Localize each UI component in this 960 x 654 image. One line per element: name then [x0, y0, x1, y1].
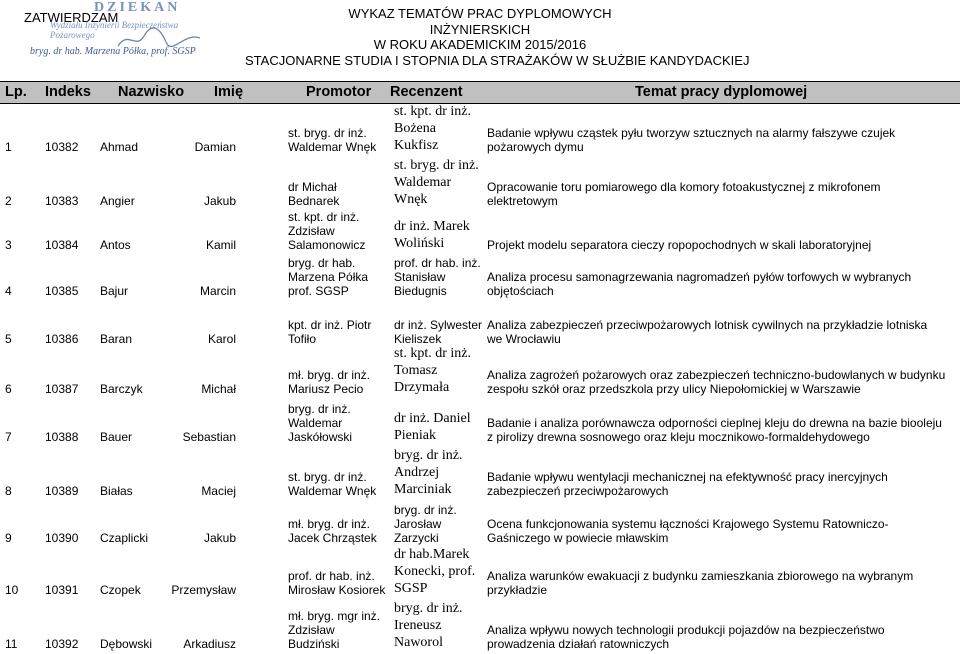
temat: zespołu szkół oraz przedszkola przy ulicy Niepołomickiej w Warszawie: [487, 382, 861, 396]
approval-stamp: [24, 2, 204, 72]
recenzent: Konecki, prof.: [394, 564, 476, 579]
col-recenzent: Recenzent: [390, 84, 463, 100]
recenzent: st. kpt. dr inż.: [394, 104, 471, 119]
lp: 5: [5, 332, 12, 346]
promotor: st. kpt. dr inż.: [288, 210, 360, 224]
indeks: 10392: [45, 637, 79, 651]
col-temat: Temat pracy dyplomowej: [635, 84, 808, 100]
indeks: 10388: [45, 430, 79, 444]
promotor: mł. bryg. mgr inż.: [288, 609, 381, 623]
recenzent: dr inż. Daniel: [394, 411, 471, 426]
imie: Kamil: [205, 238, 236, 252]
promotor: st. bryg. dr inż.: [288, 126, 367, 140]
recenzent: Bożena: [394, 121, 436, 136]
temat: Badanie wpływu wentylacji mechanicznej na efektywność pracy inercyjnych: [487, 470, 888, 484]
nazwisko: Czaplicki: [100, 531, 149, 545]
indeks: 10389: [45, 484, 79, 498]
table-header: [0, 81, 960, 104]
temat: Ocena funkcjonowania systemu łączności Krajowego Systemu Ratowniczo-: [487, 517, 889, 531]
col-promotor: Promotor: [306, 84, 372, 100]
recenzent: Tomasz: [394, 363, 438, 378]
recenzent: Naworol: [394, 635, 443, 650]
document-header: [0, 0, 960, 80]
nazwisko: Barczyk: [100, 382, 143, 396]
indeks: 10387: [45, 382, 79, 396]
recenzent: Pieniak: [394, 428, 436, 443]
promotor: Zdzisław: [288, 224, 335, 238]
recenzent: Waldemar: [394, 175, 452, 190]
promotor: mł. bryg. dr inż.: [288, 368, 371, 382]
temat: przykładzie: [487, 583, 548, 597]
lp: 2: [5, 194, 12, 208]
lp: 4: [5, 284, 12, 298]
col-indeks: Indeks: [45, 84, 91, 100]
indeks: 10390: [45, 531, 79, 545]
imie: Arkadiusz: [183, 637, 236, 651]
imie: Michał: [201, 382, 236, 396]
promotor: kpt. dr inż. Piotr: [288, 318, 372, 332]
nazwisko: Czopek: [100, 583, 141, 597]
temat: prowadzenia działań ratowniczych: [487, 637, 670, 651]
recenzent: Zarzycki: [394, 531, 439, 545]
recenzent: Marciniak: [394, 482, 452, 497]
stamp-dept: DZIEKAN: [94, 0, 181, 15]
temat: Badanie wpływu cząstek pyłu tworzyw sztucznych na alarmy fałszywe czujek: [487, 126, 896, 140]
recenzent: st. bryg. dr inż.: [394, 158, 479, 173]
lp: 10: [5, 583, 19, 597]
col-nazwisko: Nazwisko: [118, 84, 185, 100]
imie: Jakub: [203, 531, 236, 545]
temat: pożarowych dymu: [487, 140, 584, 154]
recenzent: SGSP: [394, 581, 428, 596]
indeks: 10385: [45, 284, 79, 298]
temat: objętościach: [487, 284, 554, 298]
recenzent: dr inż. Sylwester: [394, 318, 483, 332]
indeks: 10391: [45, 583, 79, 597]
lp: 9: [5, 531, 12, 545]
col-imie: Imię: [214, 84, 244, 100]
temat: Analiza wpływu nowych technologii produkcji pojazdów na bezpieczeństwo: [487, 623, 885, 637]
imie: Jakub: [203, 194, 236, 208]
recenzent: Andrzej: [394, 465, 440, 480]
recenzent: Drzymała: [394, 380, 450, 395]
nazwisko: Dębowski: [100, 637, 153, 651]
lp: 7: [5, 430, 12, 444]
title-line-1: WYKAZ TEMATÓW PRAC DYPLOMOWYCH: [348, 6, 612, 21]
promotor: Zdzisław: [288, 623, 335, 637]
indeks: 10386: [45, 332, 79, 346]
nazwisko: Białas: [100, 484, 133, 498]
recenzent: Stanisław: [394, 270, 446, 284]
recenzent: st. kpt. dr inż.: [394, 346, 471, 361]
recenzent: prof. dr hab. inż.: [394, 256, 481, 270]
lp: 6: [5, 382, 12, 396]
recenzent: Ireneusz: [394, 618, 442, 633]
imie: Przemysław: [171, 583, 236, 597]
lp: 3: [5, 238, 12, 252]
imie: Marcin: [199, 284, 236, 298]
promotor: Tofiło: [288, 332, 317, 346]
promotor: Budziński: [288, 637, 340, 651]
recenzent: Kukfisz: [394, 138, 439, 153]
temat: elektretowym: [487, 194, 558, 208]
nazwisko: Baran: [100, 332, 133, 346]
promotor: Waldemar Wnęk: [288, 140, 377, 154]
temat: Analiza zagrożeń pożarowych oraz zabezpieczeń techniczno-budowlanych w budynku: [487, 368, 946, 382]
promotor: Bednarek: [288, 194, 340, 208]
lp: 8: [5, 484, 12, 498]
promotor: prof. dr hab. inż.: [288, 569, 375, 583]
title-line-2: INŻYNIERSKICH: [429, 21, 531, 37]
temat: z pirolizy drewna sosnowego oraz kleju mocznikowo-formaldehydowego: [487, 430, 870, 444]
promotor: Salamonowicz: [288, 238, 366, 252]
col-lp: Lp.: [5, 84, 27, 100]
promotor: Marzena Półka: [288, 270, 369, 284]
promotor: st. bryg. dr inż.: [288, 470, 367, 484]
imie: Karol: [207, 332, 236, 346]
recenzent: Jarosław: [394, 517, 442, 531]
nazwisko: Ahmad: [100, 140, 139, 154]
recenzent: dr inż. Marek: [394, 219, 470, 234]
promotor: mł. bryg. dr inż.: [288, 517, 371, 531]
title-line-3: W ROKU AKADEMICKIM 2015/2016: [373, 37, 587, 52]
indeks: 10384: [45, 238, 79, 252]
recenzent: bryg. dr inż.: [394, 448, 463, 463]
document-title: [245, 6, 750, 68]
imie: Maciej: [201, 484, 236, 498]
nazwisko: Angier: [100, 194, 135, 208]
nazwisko: Bauer: [100, 430, 133, 444]
imie: Sebastian: [182, 430, 236, 444]
promotor: bryg. dr hab.: [288, 256, 356, 270]
nazwisko: Antos: [100, 238, 131, 252]
recenzent: Biedugnis: [394, 284, 447, 298]
promotor: bryg. dr inż.: [288, 402, 351, 416]
temat: we Wrocławiu: [487, 332, 561, 346]
temat: Opracowanie toru pomiarowego dla komory fotoakustycznej z mikrofonem: [487, 180, 881, 194]
promotor: Waldemar: [288, 416, 343, 430]
recenzent: bryg. dr inż.: [394, 601, 463, 616]
promotor: Mirosław Kosiorek: [288, 583, 386, 597]
title-line-4: STACJONARNE STUDIA I STOPNIA DLA STRAŻAKÓW W SŁUŻBIE KANDYDACKIEJ: [245, 52, 750, 68]
approved-label: ZATWIERDZAM: [24, 10, 119, 25]
promotor: Mariusz Pecio: [288, 382, 364, 396]
promotor: Jaskółowski: [288, 430, 353, 444]
promotor: Jacek Chrząstek: [288, 531, 377, 545]
stamp-faculty: Wydziału Inżynierii Bezpieczeństwa Pożarowego: [50, 20, 179, 40]
recenzent: Wnęk: [394, 192, 428, 207]
recenzent: dr hab.Marek: [394, 547, 470, 562]
recenzent: Kieliszek: [394, 332, 442, 346]
recenzent: bryg. dr inż.: [394, 503, 457, 517]
promotor: prof. SGSP: [288, 284, 349, 298]
temat: Gaśniczego w powiecie mławskim: [487, 531, 669, 545]
temat: Projekt modelu separatora cieczy ropopochodnych w skali laboratoryjnej: [487, 238, 872, 252]
nazwisko: Bajur: [100, 284, 129, 298]
imie: Damian: [194, 140, 236, 154]
promotor: Waldemar Wnęk: [288, 484, 377, 498]
temat: Badanie i analiza porównawcza odporności cieplnej kleju do drewna na bazie biooleju: [487, 416, 942, 430]
lp: 1: [5, 140, 12, 154]
temat: Analiza warunków ewakuacji z budynku zamieszkania zbiorowego na wybranym: [487, 569, 914, 583]
indeks: 10383: [45, 194, 79, 208]
promotor: dr Michał: [288, 180, 337, 194]
temat: Analiza zabezpieczeń przeciwpożarowych lotnisk cywilnych na przykładzie lotniska: [487, 318, 928, 332]
recenzent: Woliński: [394, 236, 445, 251]
temat: Analiza procesu samonagrzewania nagromadzeń pyłów torfowych w wybranych: [487, 270, 912, 284]
lp: 11: [5, 637, 18, 651]
temat: zabezpieczeń przeciwpożarowych: [487, 484, 669, 498]
stamp-signer: bryg. dr hab. Marzena Półka, prof. SGSP: [30, 46, 196, 57]
indeks: 10382: [45, 140, 79, 154]
